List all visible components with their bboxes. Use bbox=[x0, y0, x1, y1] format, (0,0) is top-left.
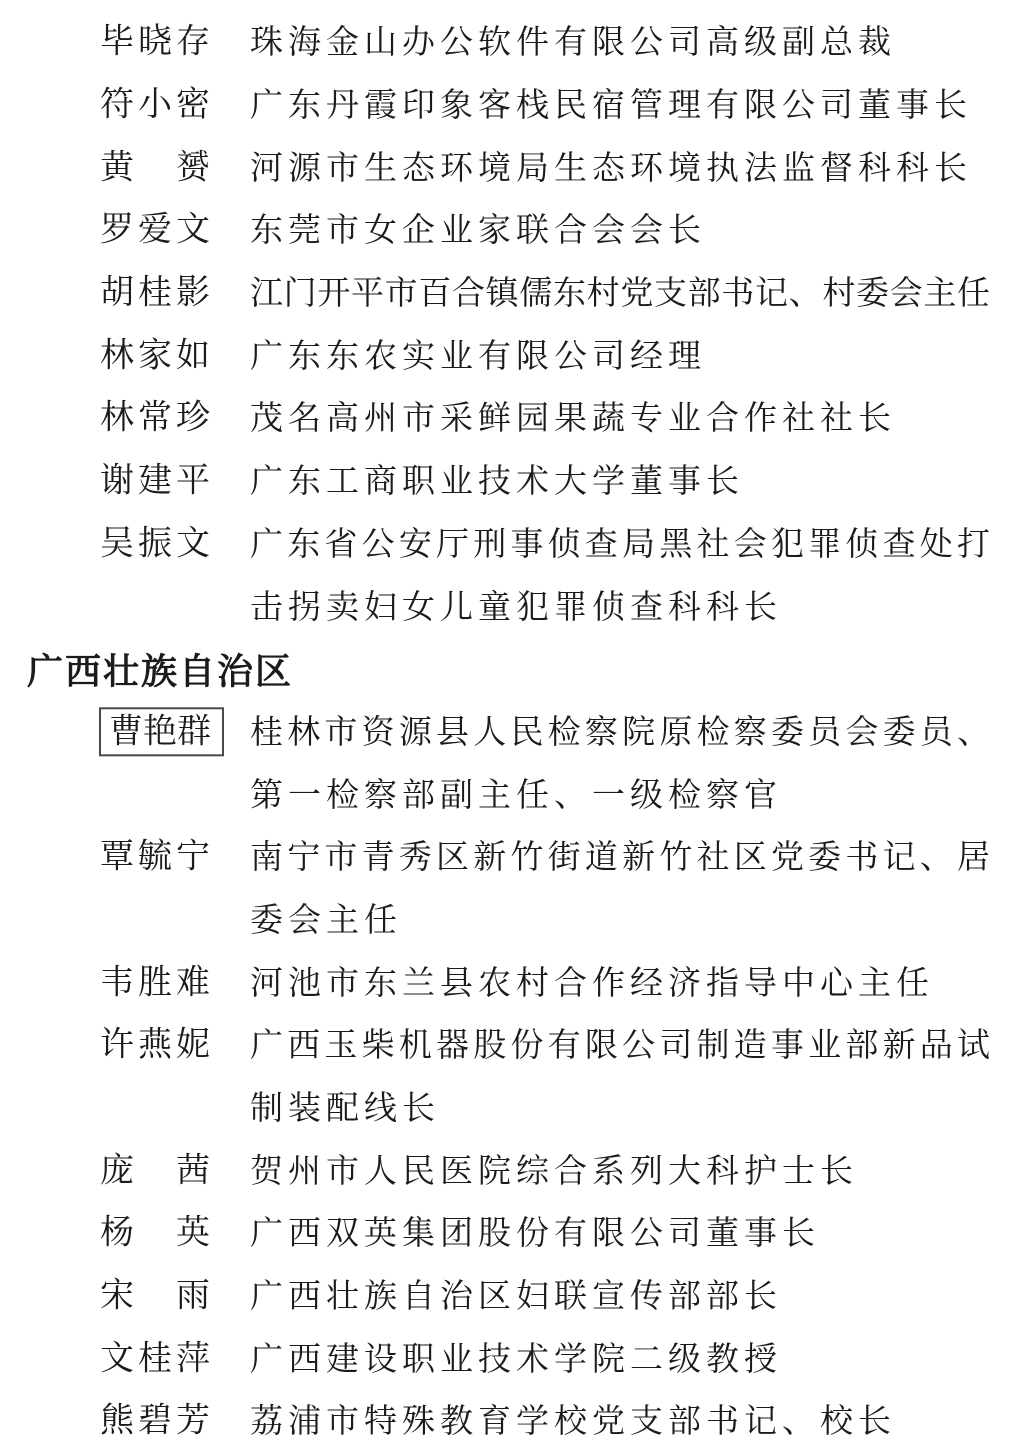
person-title-line: 广西建设职业技术学院二级教授 bbox=[250, 1338, 782, 1378]
list-item bbox=[0, 826, 1025, 889]
list-item-continuation bbox=[0, 889, 1025, 952]
person-name: 宋雨 bbox=[100, 1275, 210, 1316]
list-item bbox=[0, 136, 1025, 199]
person-name: 罗爱文 bbox=[100, 209, 210, 250]
list-item bbox=[0, 1390, 1025, 1452]
section-heading: 广西壮族自治区 bbox=[27, 651, 294, 693]
person-title-line: 广西双英集团股份有限公司董事长 bbox=[250, 1213, 820, 1253]
person-name: 林常珍 bbox=[100, 397, 210, 438]
person-title-line: 河源市生态环境局生态环境执法监督科科长 bbox=[250, 147, 972, 187]
list-item bbox=[0, 1139, 1025, 1202]
person-name: 林家如 bbox=[100, 335, 210, 376]
person-title-line: 广西玉柴机器股份有限公司制造事业部新品试 bbox=[250, 1025, 990, 1065]
person-name: 韦胜难 bbox=[100, 961, 210, 1002]
list-item bbox=[0, 199, 1025, 262]
list-item-continuation bbox=[0, 763, 1025, 826]
person-title-line: 广东工商职业技术大学董事长 bbox=[250, 461, 744, 501]
list-item bbox=[0, 11, 1025, 74]
person-title-line: 东莞市女企业家联合会会长 bbox=[250, 210, 706, 250]
list-item bbox=[0, 262, 1025, 325]
person-name: 许燕妮 bbox=[100, 1024, 210, 1065]
person-name: 毕晓存 bbox=[100, 21, 210, 62]
person-title-line: 广东东农实业有限公司经理 bbox=[250, 335, 706, 375]
person-title-line: 广东省公安厅刑事侦查局黑社会犯罪侦查处打 bbox=[250, 523, 990, 563]
list-item bbox=[0, 1265, 1025, 1328]
person-title-line: 河池市东兰县农村合作经济指导中心主任 bbox=[250, 962, 934, 1002]
person-title-line: 广东丹霞印象客栈民宿管理有限公司董事长 bbox=[250, 85, 972, 125]
person-title-line: 广西壮族自治区妇联宣传部部长 bbox=[250, 1276, 782, 1316]
list-item bbox=[0, 1327, 1025, 1390]
person-name: 覃毓宁 bbox=[100, 836, 210, 877]
person-title-line: 江门开平市百合镇儒东村党支部书记、村委会主任 bbox=[250, 273, 990, 313]
person-name: 谢建平 bbox=[100, 460, 210, 501]
list-item-continuation bbox=[0, 575, 1025, 638]
list-item bbox=[0, 701, 1025, 764]
list-item bbox=[0, 513, 1025, 576]
person-name: 庞茜 bbox=[100, 1150, 210, 1191]
person-title-line: 南宁市青秀区新竹街道新竹社区党委书记、居 bbox=[250, 837, 990, 877]
person-title-line: 荔浦市特殊教育学校党支部书记、校长 bbox=[250, 1401, 896, 1441]
person-name-boxed: 曹艳群 bbox=[99, 707, 224, 756]
list-item-continuation bbox=[0, 1077, 1025, 1140]
list-item bbox=[0, 74, 1025, 137]
person-title-line: 击拐卖妇女儿童犯罪侦查科科长 bbox=[250, 586, 782, 626]
person-title-line: 第一检察部副主任、一级检察官 bbox=[250, 774, 782, 814]
person-name: 胡桂影 bbox=[100, 272, 210, 313]
list-item bbox=[0, 1014, 1025, 1077]
person-title-line: 珠海金山办公软件有限公司高级副总裁 bbox=[250, 22, 896, 62]
section-heading-row bbox=[0, 638, 1025, 701]
person-title-line: 制装配线长 bbox=[250, 1088, 440, 1128]
person-name: 杨英 bbox=[100, 1212, 210, 1253]
list-item bbox=[0, 387, 1025, 450]
list-item bbox=[0, 1202, 1025, 1265]
person-name: 吴振文 bbox=[100, 523, 210, 564]
list-item bbox=[0, 324, 1025, 387]
list-item bbox=[0, 951, 1025, 1014]
person-title-line: 贺州市人民医院综合系列大科护士长 bbox=[250, 1150, 858, 1190]
person-name: 文桂萍 bbox=[100, 1338, 210, 1379]
person-name: 黄赟 bbox=[100, 147, 210, 188]
person-title-line: 桂林市资源县人民检察院原检察委员会委员、 bbox=[250, 711, 990, 751]
person-title-line: 委会主任 bbox=[250, 900, 402, 939]
person-name: 符小密 bbox=[100, 84, 210, 125]
list-item bbox=[0, 450, 1025, 513]
person-name: 熊碧芳 bbox=[100, 1400, 210, 1441]
person-title-line: 茂名高州市采鲜园果蔬专业合作社社长 bbox=[250, 398, 896, 438]
